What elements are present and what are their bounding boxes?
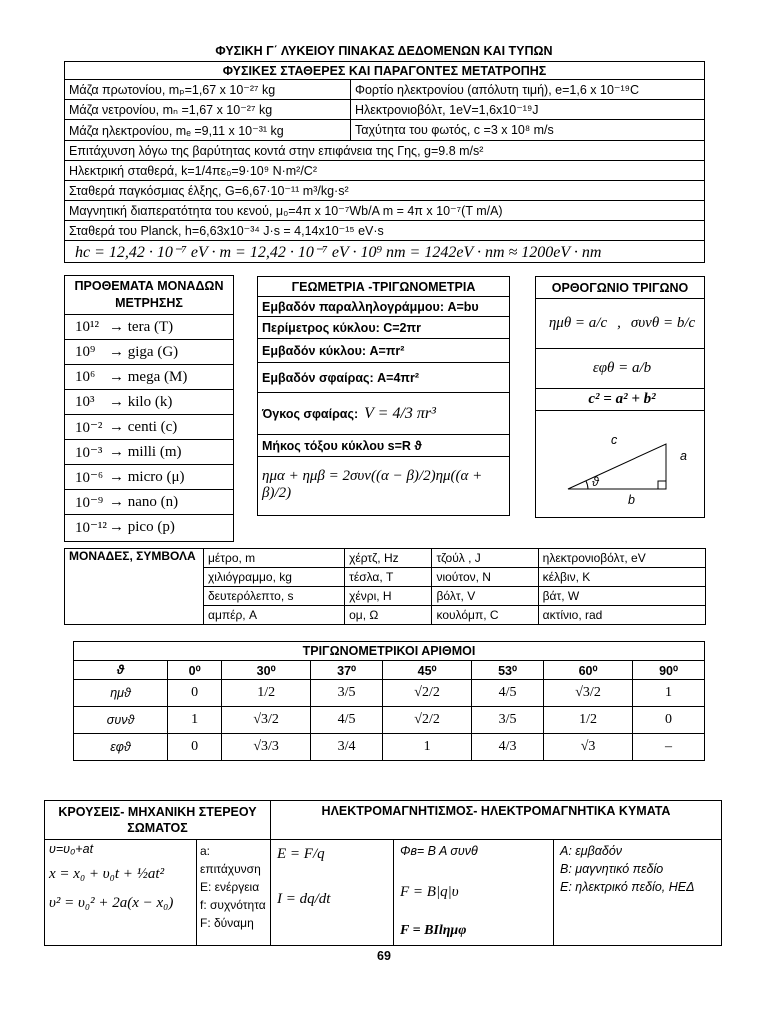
gravity-constant: Επιτάχυνση λόγω της βαρύτητας κοντά στην επιφάνεια της Γης, g=9.8 m/s² [65,141,704,161]
trig-table-header: ΤΡΙΓΩΝΟΜΕΤΡΙΚΟΙ ΑΡΙΘΜΟΙ [74,642,705,661]
prefix-name: → milli (m) [109,443,182,460]
neutron-mass: Μάζα νετρονίου, mₙ =1,67 x 10⁻²⁷ kg [65,100,350,120]
force-wire-formula: F = BIlημφ [400,923,467,938]
trig-cell: 4/5 [472,680,544,707]
em-legend-item: A: εμβαδόν [560,844,623,858]
constants-table [64,61,705,263]
units-table [64,548,706,625]
bottom-formulas-box [44,800,722,946]
label-a: a [680,449,687,463]
prefix-power: 10⁻¹² [75,520,107,536]
units-cell: χένρι, H [345,587,432,606]
units-cell: δευτερόλεπτο, s [204,587,345,606]
sphere-area: Εμβαδόν σφαίρας: A=4πr² [258,363,509,393]
trig-cell: 3/5 [311,680,383,707]
prefixes-header: ΠΡΟΘΕΜΑΤΑ ΜΟΝΑΔΩΝ ΜΕΤΡΗΣΗΣ [65,276,233,315]
trig-cell: 1/2 [222,680,311,707]
trig-row [74,680,705,707]
prefix-name: → micro (μ) [109,468,185,485]
em-header: ΗΛΕΚΤΡΟΜΑΓΝΗΤΙΣΜΟΣ- ΗΛΕΚΤΡΟΜΑΓΝΗΤΙΚΑ ΚΥΜΑΤΑ [321,804,671,818]
units-cell: κουλόμπ, C [432,606,538,625]
tan-formula: εφθ = a/b [536,349,704,389]
prefix-name: → kilo (k) [109,393,173,410]
mechanics-legend-item: a: επιτάχυνση [200,844,261,876]
prefix-row [65,515,233,540]
planck-constant: Σταθερά του Planck, h=6,63x10⁻³⁴ J·s = 4,14x10⁻¹⁵ eV·s [65,221,704,241]
trig-cell: 1 [168,707,222,734]
prefix-power: 10⁶ [75,368,96,385]
sphere-volume-label: Όγκος σφαίρας: [262,406,359,421]
prefix-power: 10⁻³ [75,444,103,461]
units-cell: ακτίνιο, rad [538,606,705,625]
sum-identity: ημα + ημβ = 2συν((α − β)/2)ημ((α + β)/2) [262,468,483,501]
electron-charge: Φορτίο ηλεκτρονίου (απόλυτη τιμή), e=1,6 x 10⁻¹⁹C [351,80,704,100]
prefix-row [65,415,233,440]
trig-cell: √2/2 [383,707,472,734]
velocity-squared-formula: υ² = υ₀² + 2a(x − x₀) [49,895,174,911]
page-number: 69 [377,949,391,963]
trig-column-header: 90⁰ [633,661,705,680]
label-theta: ϑ [592,475,599,489]
units-cell: ηλεκτρονιοβόλτ, eV [538,549,705,568]
circle-perimeter: Περίμετρος κύκλου: C=2πr [258,317,509,339]
trig-column-header: 60⁰ [544,661,633,680]
trig-cell: √3/2 [222,707,311,734]
trig-cell: 3/4 [311,734,383,761]
prefix-row [65,340,233,365]
electron-mass: Μάζα ηλεκτρονίου, mₑ =9,11 x 10⁻³¹ kg [69,123,284,138]
prefix-power: 10¹² [75,318,99,335]
sphere-volume-row [258,393,509,435]
units-cell: χέρτζ, Hz [345,549,432,568]
prefix-name: → tera (T) [109,318,174,335]
trig-cell: 3/5 [472,707,544,734]
electric-field-formula: E = F/q [277,846,325,862]
trig-cell: 0 [633,707,705,734]
mechanics-legend-item: E: ενέργεια [200,880,260,894]
parallelogram-area: Εμβαδόν παραλληλογράμμου: A=bυ [258,297,509,317]
units-cell: βόλτ, V [432,587,538,606]
sin-formula: ημθ = a/c [548,315,608,331]
trig-cell: ημϑ [74,680,168,707]
trig-cell: εφϑ [74,734,168,761]
electric-constant: Ηλεκτρική σταθερά, k=1/4πε₀=9·10⁹ N·m²/C² [65,161,704,181]
prefix-name: → mega (M) [109,368,188,385]
trig-cell: √2/2 [383,680,472,707]
flux-formula: Φʙ= B A συνθ [400,844,478,858]
units-cell: τζούλ , J [432,549,538,568]
trig-cell: √3 [544,734,633,761]
prefix-row [65,390,233,415]
trig-cell: 0 [168,680,222,707]
units-header: ΜΟΝΑΔΕΣ, ΣΥΜΒΟΛΑ [65,549,204,625]
prefix-row [65,440,233,465]
mechanics-legend-item: F: δύναμη [200,916,254,930]
right-triangle-icon [536,411,704,517]
prefix-power: 10⁻⁶ [75,469,104,486]
units-cell: νιούτον, N [432,568,538,587]
magnetic-permeability: Μαγνητική διαπερατότητα του κενού, μ₀=4π x 10⁻⁷Wb/A m = 4π x 10⁻⁷(T m/A) [65,201,704,221]
geometry-header: ΓΕΩΜΕΤΡΙΑ -ΤΡΙΓΩΝΟΜΕΤΡΙΑ [258,277,509,297]
trig-column-header: 30⁰ [222,661,311,680]
em-legend-item: E: ηλεκτρικό πεδίο, ΗΕΔ [560,880,695,894]
prefix-name: → nano (n) [109,493,179,510]
prefix-name: → centi (c) [109,418,178,435]
mechanics-legend-item: f: συχνότητα [200,898,266,912]
constants-header: ΦΥΣΙΚΕΣ ΣΤΑΘΕΡΕΣ ΚΑΙ ΠΑΡΑΓΟΝΤΕΣ ΜΕΤΑΤΡΟΠΗΣ [65,62,704,80]
electronvolt: Ηλεκτρονιοβόλτ, 1eV=1,6x10⁻¹⁹J [351,100,704,120]
units-row [65,549,706,568]
gravitational-constant: Σταθερά παγκόσμιας έλξης, G=6,67·10⁻¹¹ m³/kg·s² [65,181,704,201]
trig-cell: √3/2 [544,680,633,707]
prefix-power: 10⁹ [75,343,96,360]
label-b: b [628,493,635,507]
current-formula: I = dq/dt [277,891,331,907]
prefix-name: → pico (p) [109,519,175,535]
prefix-row [65,490,233,515]
position-formula: x = x₀ + υ₀t + ½at² [49,866,165,882]
trig-cell: 1 [633,680,705,707]
trig-cell: συνϑ [74,707,168,734]
units-cell: χιλιόγραμμο, kg [204,568,345,587]
lorentz-formula: F = B|q|υ [400,884,459,900]
sin-cos-row: ημθ = a/c , συνθ = b/c [536,299,704,349]
prefix-row [65,315,233,340]
trig-column-header: 37⁰ [311,661,383,680]
trig-row [74,734,705,761]
units-cell: αμπέρ, A [204,606,345,625]
sphere-volume-formula: V = 4/3 πr³ [364,404,436,422]
prefix-power: 10⁻⁹ [75,494,104,511]
units-cell: τέσλα, T [345,568,432,587]
trig-cell: 4/5 [311,707,383,734]
trig-column-header: 0⁰ [168,661,222,680]
mechanics-header: ΚΡΟΥΣΕΙΣ- ΜΗΧΑΝΙΚΗ ΣΤΕΡΕΟΥ ΣΩΜΑΤΟΣ [45,801,271,839]
units-cell: μέτρο, m [204,549,345,568]
speed-of-light: Ταχύτητα του φωτός, c =3 x 10⁸ m/s [355,123,554,137]
page-title: ΦΥΣΙΚΗ Γ΄ ΛΥΚΕΙΟΥ ΠΙΝΑΚΑΣ ΔΕΔΟΜΕΝΩΝ ΚΑΙ ΤΥΠΩΝ [215,44,553,58]
trig-cell: 4/3 [472,734,544,761]
label-c: c [611,433,618,447]
prefix-row [65,365,233,390]
trig-cell: 0 [168,734,222,761]
arc-length: Μήκος τόξου κύκλου s=R ϑ [258,435,509,457]
hc-formula: hc = 12,42 · 10⁻⁷ eV · m = 12,42 · 10⁻⁷ eV · 10⁹ nm = 1242eV · nm ≈ 1200eV · nm [75,244,602,261]
em-legend-item: B: μαγνητικό πεδίο [560,862,664,876]
units-cell: ομ, Ω [345,606,432,625]
prefixes-box [64,275,234,542]
trig-cell: 1 [383,734,472,761]
trig-column-header: 53⁰ [472,661,544,680]
triangle-diagram [536,411,704,517]
prefix-power: 10³ [75,393,95,410]
units-cell: κέλβιν, K [538,568,705,587]
prefix-row [65,465,233,490]
right-triangle-header: ΟΡΘΟΓΩΝΙΟ ΤΡΙΓΩΝΟ [536,277,704,299]
right-triangle-box [535,276,705,518]
geometry-box [257,276,510,516]
velocity-formula: υ=υ₀+at [49,842,94,856]
prefix-power: 10⁻² [75,419,103,436]
trig-cell: – [633,734,705,761]
units-cell: βάτ, W [538,587,705,606]
trig-cell: √3/3 [222,734,311,761]
trig-cell: 1/2 [544,707,633,734]
trig-row [74,707,705,734]
proton-mass: Μάζα πρωτονίου, mₚ=1,67 x 10⁻²⁷ kg [65,80,350,100]
circle-area: Εμβαδόν κύκλου: A=πr² [258,339,509,363]
cos-formula: συνθ = b/c [630,315,696,331]
trig-column-header: ϑ [74,661,168,680]
pythagoras-formula: c² = a² + b² [536,389,704,411]
trig-table [73,641,705,761]
trig-column-header: 45⁰ [383,661,472,680]
prefix-name: → giga (G) [109,343,179,360]
